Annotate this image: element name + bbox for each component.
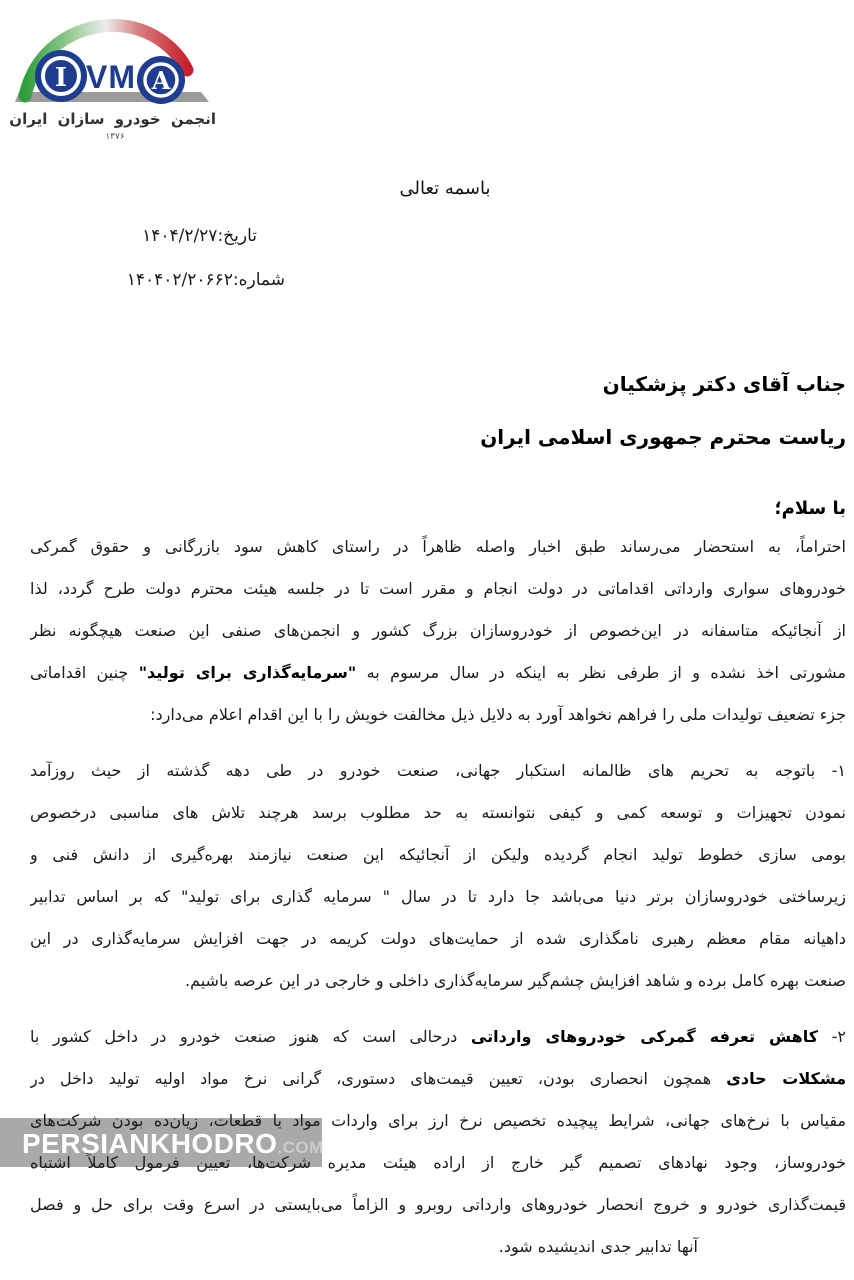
text-run: چنین اقداماتی (30, 663, 139, 682)
bold-run: "سرمایه‌گذاری برای تولید" (138, 663, 357, 682)
watermark-text (22, 1128, 324, 1160)
intro-paragraph (30, 526, 846, 736)
text-line: مقیاس با نرخ‌های جهانی، شرایط پیچیده تخصیص نرخ ارز برای واردات مواد یا قطعات، زیان‌ده بودن شرکت‌های (30, 1111, 846, 1130)
recipient-title: ریاست محترم جمهوری اسلامی ایران (480, 425, 846, 449)
org-name: انجمن خودرو سازان ایران (9, 110, 216, 128)
text-run: درحالی است که هنوز صنعت خودرو در داخل کشور با (30, 1027, 471, 1046)
text-line (30, 1058, 846, 1100)
text-line: قیمت‌گذاری خودرو و خروج انحصار خودروهای وارداتی روبرو و الزاماً می‌بایستی در اسرع وقت برای حل و فصل (30, 1195, 846, 1214)
salutation: با سلام؛ (774, 498, 846, 519)
bold-run: مشکلات حادی (726, 1069, 846, 1088)
bold-run: کاهش تعرفه گمرکی خودروهای وارداتی (470, 1027, 819, 1046)
logo-letter-a: A (151, 66, 171, 95)
text-run: همچون انحصاری بودن، تعیین قیمت‌های دستوری، گرانی نرخ مواد اولیه تولید داخل در (30, 1069, 727, 1088)
text-line (30, 1016, 846, 1058)
ivma-logo (15, 12, 215, 104)
text-line: ۱- باتوجه به تحریم های ظالمانه استکبار جهانی، صنعت خودرو در طی دهه گذشته از حیث روزآمد (30, 761, 846, 780)
text-line: صنعت بهره کامل برده و شاهد افزایش چشم‌گیر سرمایه‌گذاری داخلی و خارجی در این عرصه باشیم. (184, 971, 846, 990)
text-line: آنها تدابیر جدی اندیشیده شود. (498, 1237, 698, 1256)
text-run: ۲- (818, 1027, 846, 1046)
org-founding-year: ۱۳۷۶ (105, 132, 125, 142)
paragraph-1 (30, 750, 846, 1002)
text-line: زیرساختی خودروسازان برتر دنیا می‌باشد جا دارد تا در سال " سرمایه گذاری برای تولید" که بر اساس تدابیر (30, 887, 846, 906)
logo-letters-vm: VM (86, 59, 136, 95)
watermark-suffix: .COM (277, 1138, 324, 1157)
text-line: نمودن تجهیزات و توسعه کمی و کیفی نتوانسته به حد مطلوب برسد هرچند تلاش های مناسبی درخصوص (30, 803, 846, 822)
besmele-heading: باسمه تعالی (399, 178, 491, 199)
logo-letter-i: I (54, 63, 68, 93)
text-line (30, 652, 846, 694)
text-line: خودروساز، وجود نهادهای تصمیم گیر خارج از اراده هیئت مدیره شرکت‌ها، تعیین فرمول کاملاً اشتباه (30, 1153, 846, 1172)
watermark-main: PERSIANKHODRO (22, 1128, 278, 1159)
text-line: از آنجائیکه متاسفانه در این‌خصوص از خودروسازان بزرگ کشور و انجمن‌های صنفی این صنعت هیچگونه نظر (30, 621, 846, 640)
letter-number: شماره:۱۴۰۴۰۲/۲۰۶۶۲ (126, 270, 285, 290)
text-line: داهیانه مقام معظم رهبری نامگذاری شده از حمایت‌های دولت کریمه در جهت افزایش سرمایه‌گذاری در این (30, 929, 846, 948)
recipient-block (480, 358, 846, 464)
letterhead (9, 12, 216, 142)
text-line: جزء تضعیف تولیدات ملی را فراهم نخواهد آورد به دلایل ذیل مخالفت خویش را با این اقدام اعلام می‌دارد: (150, 705, 846, 724)
text-line: خودروهای سواری وارداتی اقداماتی در دولت انجام و مقرر است تا در جلسه هیئت محترم دولت طرح گردد، لذا (30, 579, 846, 598)
text-line: احتراماً، به استحضار می‌رساند طبق اخبار واصله ظاهراً در راستای کاهش سود بازرگانی و حقوق گمرکی (30, 537, 846, 556)
text-line: بومی سازی خطوط تولید انجام گردیده ولیکن از آنجائیکه این صنعت نیازمند بهره‌گیری از دانش فنی و (30, 845, 846, 864)
text-run: مشورتی اخذ نشده و از طرفی نظر به اینکه در سال مرسوم به (356, 663, 846, 682)
recipient-name: جناب آقای دکتر پزشکیان (602, 372, 846, 396)
letter-date: تاریخ:۱۴۰۴/۲/۲۷ (142, 226, 257, 246)
